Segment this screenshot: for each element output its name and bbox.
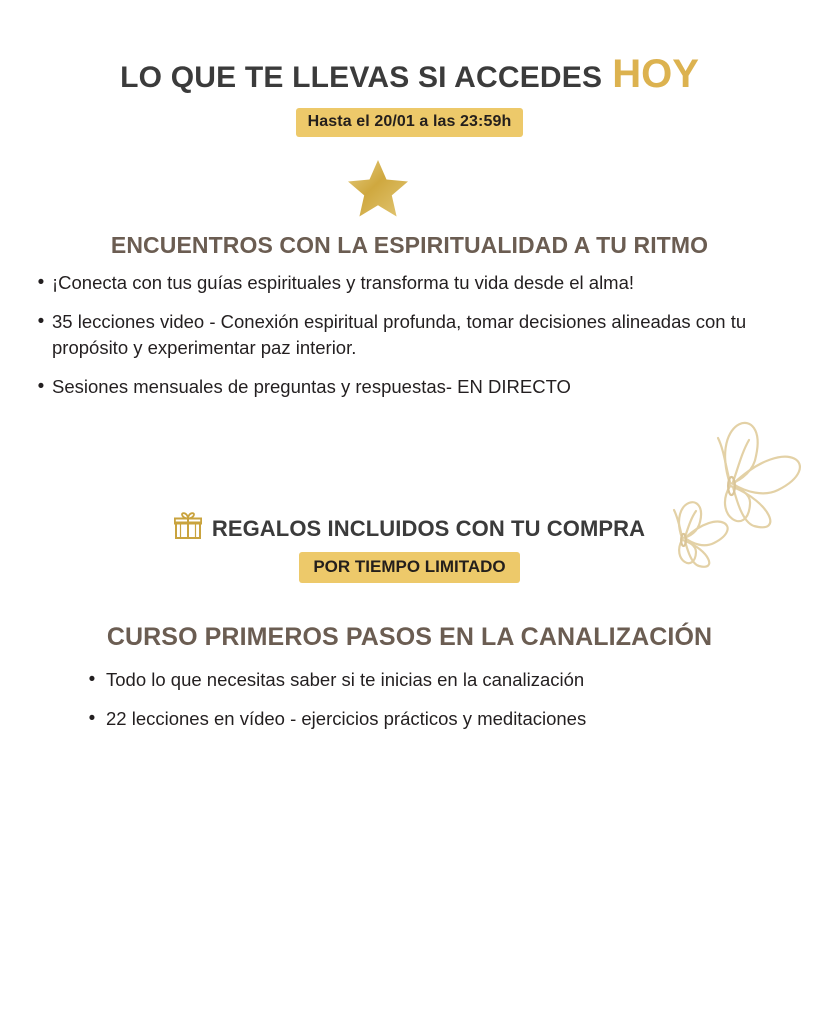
gifts-heading-text: REGALOS INCLUIDOS CON TU COMPRA — [211, 516, 646, 541]
list-item — [78, 666, 778, 693]
gift-icon — [174, 512, 202, 545]
list-item-text: Sesiones mensuales de preguntas y respuestas- EN DIRECTO — [52, 376, 571, 397]
list-item-text: 35 lecciones video - Conexión espiritual profunda, tomar decisiones alineadas con tu propósito y experimentar paz interior. — [52, 311, 747, 358]
limited-time-badge: POR TIEMPO LIMITADO — [299, 552, 519, 583]
bullet-marker-icon: • — [37, 311, 45, 332]
bullet-marker-icon: • — [88, 708, 96, 729]
deadline-badge: Hasta el 20/01 a las 23:59h — [296, 108, 524, 137]
star-icon — [347, 158, 409, 218]
section-one-title: ENCUENTROS CON LA ESPIRITUALIDAD A TU RITMO — [110, 232, 709, 258]
list-item — [30, 374, 805, 400]
limited-badge-container — [0, 552, 819, 583]
list-item — [30, 309, 805, 361]
section-one-bullet-list — [30, 270, 805, 413]
list-item-text: 22 lecciones en vídeo - ejercicios prácticos y meditaciones — [106, 708, 587, 729]
section-two-title: CURSO PRIMEROS PASOS EN LA CANALIZACIÓN — [106, 623, 713, 651]
list-item — [30, 270, 805, 296]
page-title-accent: HOY — [612, 52, 699, 96]
list-item-text: Todo lo que necesitas saber si te inicias en la canalización — [106, 669, 585, 690]
list-item-text: ¡Conecta con tus guías espirituales y transforma tu vida desde el alma! — [52, 272, 635, 293]
page-title — [0, 52, 819, 97]
section-two-bullet-list — [78, 666, 778, 744]
bullet-marker-icon: • — [88, 669, 96, 690]
bullet-marker-icon: • — [37, 376, 45, 397]
deadline-badge-container — [0, 108, 819, 137]
list-item — [78, 705, 778, 732]
page-title-main: LO QUE TE LLEVAS SI ACCEDES — [120, 61, 603, 94]
gifts-heading — [0, 512, 819, 545]
bullet-marker-icon: • — [37, 272, 45, 293]
